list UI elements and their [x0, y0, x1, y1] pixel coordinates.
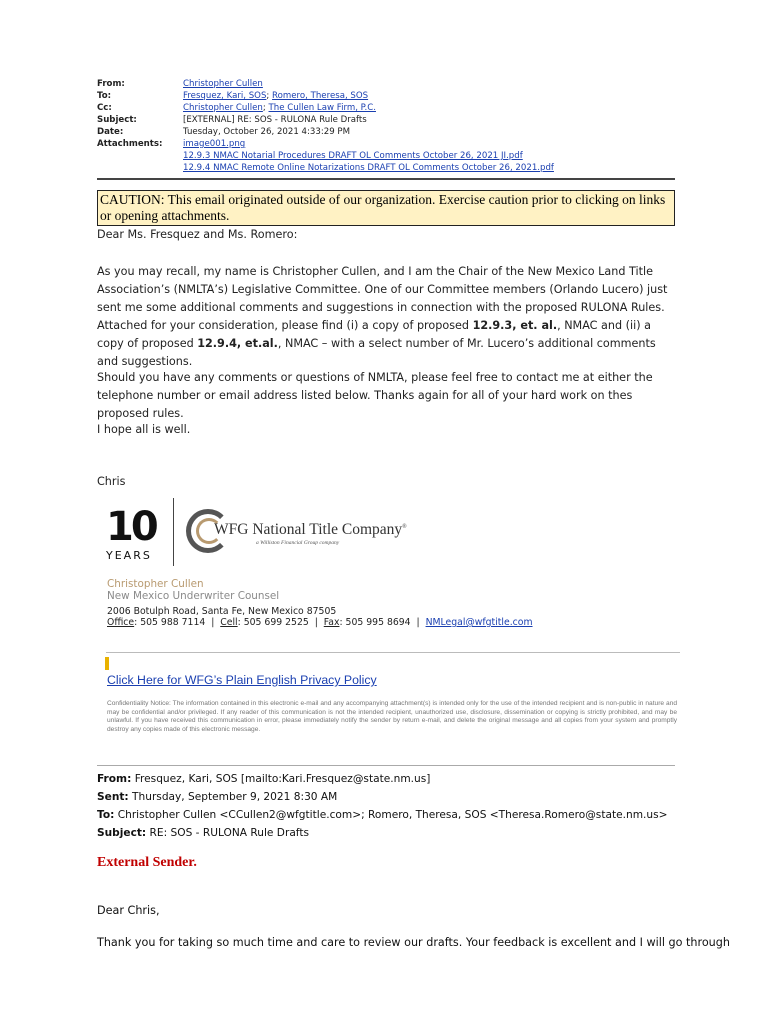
- to-link-2[interactable]: Romero, Theresa, SOS: [272, 91, 369, 101]
- reply-greeting: Dear Chris,: [97, 904, 160, 917]
- wfg-logo: [186, 509, 407, 559]
- letter-paragraph-2: Should you have any comments or questions of NMLTA, please feel free to contact me at either the telephone number or email address listed below. Thanks again for all of your hard work on thes proposed rules.: [97, 371, 653, 420]
- date-value: Tuesday, October 26, 2021 4:33:29 PM: [183, 127, 351, 137]
- signature-address: 2006 Botulph Road, Santa Fe, New Mexico 87505: [107, 606, 337, 617]
- fwd-from: Fresquez, Kari, SOS [mailto:Kari.Fresquez@state.nm.us]: [131, 773, 431, 785]
- date-label: Date:: [97, 127, 124, 137]
- fax-number: : 505 995 8694: [339, 617, 411, 628]
- header-divider: [97, 178, 675, 180]
- contact-sep: |: [205, 617, 221, 628]
- wfg-company-subtitle: a Williston Financial Group company: [256, 540, 340, 546]
- cc-link-1[interactable]: Christopher Cullen: [183, 103, 263, 113]
- p1-bold-a: 12.9.3, et. al.: [472, 319, 558, 332]
- cc-link-2[interactable]: The Cullen Law Firm, P.C.: [268, 103, 376, 113]
- office-number: : 505 988 7114: [134, 617, 206, 628]
- email-header: [97, 78, 554, 174]
- fwd-sent-label: Sent:: [97, 791, 129, 803]
- to-link-1[interactable]: Fresquez, Kari, SOS: [183, 91, 267, 101]
- subject-value: [EXTERNAL] RE: SOS - RULONA Rule Drafts: [183, 115, 367, 125]
- signature-email-link[interactable]: NMLegal@wfgtitle.com: [425, 617, 533, 628]
- cc-separator: ;: [262, 103, 269, 113]
- attachment-link[interactable]: 12.9.3 NMAC Notarial Procedures DRAFT OL Comments October 26, 2021 JI.pdf: [183, 151, 523, 161]
- contact-sep: |: [308, 617, 324, 628]
- signature-contact: [107, 617, 533, 628]
- forwarded-header: [97, 770, 668, 842]
- letter-paragraph-3: I hope all is well.: [97, 423, 191, 436]
- wfg-tm: ®: [402, 523, 407, 530]
- forward-divider: [97, 765, 675, 766]
- cc-label: Cc:: [97, 103, 112, 113]
- from-link[interactable]: Christopher Cullen: [183, 79, 263, 89]
- fax-label: Fax: [323, 617, 340, 628]
- cell-label: Cell: [220, 617, 238, 628]
- reply-paragraph-1: Thank you for taking so much time and care to review our drafts. Your feedback is excellent and I will go through: [97, 936, 730, 949]
- fwd-to: Christopher Cullen <CCullen2@wfgtitle.com>; Romero, Theresa, SOS <Theresa.Romero@state.nm.us>: [114, 809, 668, 821]
- p1-text-b: , NMAC and (ii) a copy of proposed: [97, 319, 651, 350]
- fwd-subject-label: Subject:: [97, 827, 147, 839]
- signature-divider: [106, 652, 680, 653]
- highlight-marker: [105, 657, 109, 670]
- cell-number: : 505 699 2525: [237, 617, 309, 628]
- external-sender-notice: External Sender.: [97, 855, 197, 870]
- wfg-company-name: WFG National Title Company: [214, 521, 403, 538]
- to-label: To:: [97, 91, 112, 101]
- from-label: From:: [97, 79, 125, 89]
- p1-text-c: , NMAC – with a select number of Mr. Lucero’s additional comments and suggestions.: [97, 337, 656, 368]
- attachment-link[interactable]: 12.9.4 NMAC Remote Online Notarizations DRAFT OL Comments October 26, 2021.pdf: [183, 163, 554, 173]
- fwd-from-label: From:: [97, 773, 132, 785]
- logo-years: YEARS: [106, 549, 152, 562]
- letter-closing: Chris: [97, 475, 126, 488]
- confidentiality-notice: Confidentiality Notice: The information contained in this electronic e-mail and any accompanying attachment(s) is intended only for the use of the intended recipient and is non-public in nature and may be confidential and/or privileged. If any reader of this communication is not the intended recipient, unauthorized use, disclosure, dissemination or copying is strictly prohibited, and may be unlawful. If you have received this communication in error, please immediately notify the sender by return e-mail, and delete the original message and all copies from your system and promptly destroy any copies made of this electronic message.: [107, 700, 677, 733]
- office-label: Office: [107, 617, 135, 628]
- p1-text-a: As you may recall, my name is Christopher Cullen, and I am the Chair of the New Mexico Land Title Association’s (NMLTA’s) Legislative Committee. One of our Committee members (Orlando Lucero) just sent me some additional comments and suggestions in connection with the proposed RULONA Rules. Attached for your consideration, please find (i) a copy of proposed: [97, 265, 668, 332]
- letter-paragraph-1: [97, 263, 677, 371]
- fwd-subject: RE: SOS - RULONA Rule Drafts: [146, 827, 310, 839]
- signature-title: New Mexico Underwriter Counsel: [107, 590, 280, 602]
- logo-number: 10: [106, 504, 156, 550]
- fwd-sent: Thursday, September 9, 2021 8:30 AM: [128, 791, 338, 803]
- fwd-to-label: To:: [97, 809, 115, 821]
- to-separator: ;: [266, 91, 273, 101]
- subject-label: Subject:: [97, 115, 137, 125]
- signature-name: Christopher Cullen: [107, 578, 204, 590]
- logo-divider: [173, 498, 174, 566]
- attachments-label: Attachments:: [97, 139, 163, 149]
- contact-sep: |: [410, 617, 426, 628]
- attachments-list: [183, 138, 554, 174]
- attachment-link[interactable]: image001.png: [183, 139, 246, 149]
- privacy-policy-link[interactable]: Click Here for WFG’s Plain English Privacy Policy: [107, 673, 377, 687]
- caution-banner: CAUTION: This email originated outside of our organization. Exercise caution prior to clicking on links or opening attachments.: [97, 190, 675, 226]
- ten-years-logo: [106, 504, 156, 563]
- p1-bold-b: 12.9.4, et.al.: [197, 337, 278, 350]
- letter-greeting: Dear Ms. Fresquez and Ms. Romero:: [97, 228, 298, 241]
